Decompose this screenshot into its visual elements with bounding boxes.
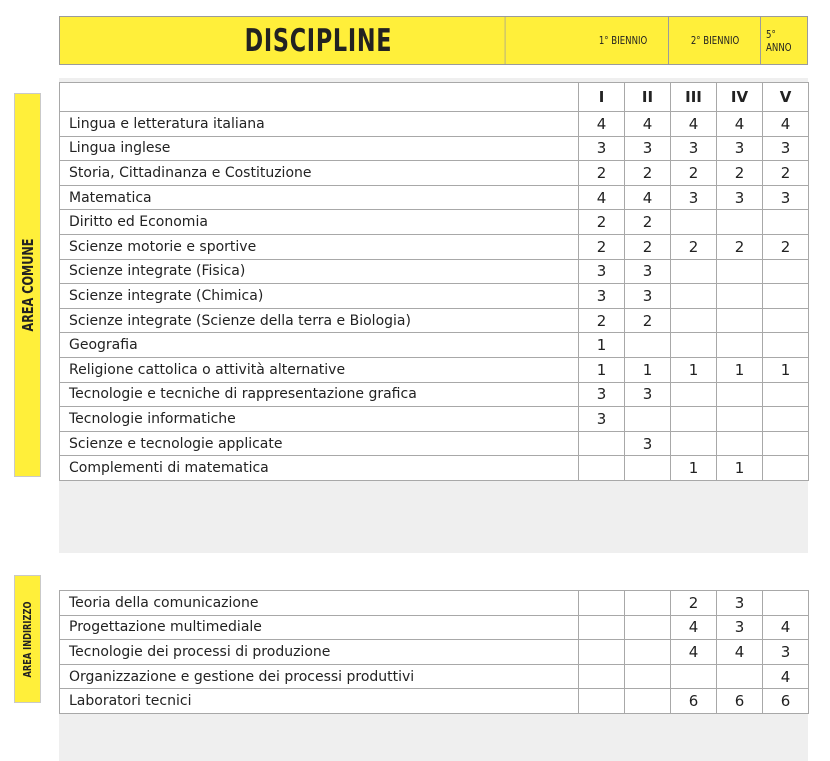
hours-cell <box>717 333 763 358</box>
hours-cell <box>579 431 625 456</box>
hours-cell <box>763 284 809 309</box>
table-row <box>60 210 809 235</box>
hours-cell: 2 <box>717 234 763 259</box>
hours-cell <box>763 210 809 235</box>
hours-cell: 4 <box>671 640 717 665</box>
hours-cell <box>625 615 671 640</box>
hours-cell <box>671 664 717 689</box>
table-row <box>60 407 809 432</box>
subject-name: Tecnologie informatiche <box>60 407 579 432</box>
hours-cell <box>579 615 625 640</box>
hours-cell <box>625 664 671 689</box>
hours-cell <box>579 591 625 616</box>
hours-cell: 1 <box>717 456 763 481</box>
table-row <box>60 382 809 407</box>
table-row <box>60 333 809 358</box>
hours-cell <box>579 456 625 481</box>
hours-cell: 3 <box>579 407 625 432</box>
year-header: V <box>763 83 809 112</box>
subject-name: Lingua e letteratura italiana <box>60 112 579 137</box>
hours-cell <box>625 333 671 358</box>
hours-cell <box>671 431 717 456</box>
subject-name: Tecnologie e tecniche di rappresentazione grafica <box>60 382 579 407</box>
hours-cell <box>625 640 671 665</box>
table-row <box>60 259 809 284</box>
hours-cell <box>579 640 625 665</box>
hours-cell: 4 <box>625 185 671 210</box>
hours-cell: 2 <box>579 308 625 333</box>
hours-cell <box>717 284 763 309</box>
subject-name: Complementi di matematica <box>60 456 579 481</box>
hours-cell: 3 <box>579 284 625 309</box>
hours-cell <box>625 591 671 616</box>
subject-name: Scienze integrate (Fisica) <box>60 259 579 284</box>
table-row <box>60 112 809 137</box>
subject-name: Scienze motorie e sportive <box>60 234 579 259</box>
hours-cell <box>671 259 717 284</box>
header-second-biennium: 2° BIENNIO <box>669 17 761 64</box>
hours-cell: 6 <box>763 689 809 714</box>
hours-cell <box>671 210 717 235</box>
hours-cell: 3 <box>763 136 809 161</box>
hours-cell <box>717 382 763 407</box>
area-comune-label: AREA COMUNE <box>14 93 41 477</box>
hours-cell <box>717 664 763 689</box>
hours-cell: 3 <box>763 640 809 665</box>
subject-name: Laboratori tecnici <box>60 689 579 714</box>
hours-cell: 1 <box>579 357 625 382</box>
hours-cell <box>763 308 809 333</box>
hours-cell <box>671 284 717 309</box>
hours-cell <box>671 382 717 407</box>
hours-cell: 3 <box>717 136 763 161</box>
table-row <box>60 308 809 333</box>
table-row <box>60 284 809 309</box>
hours-cell: 3 <box>625 284 671 309</box>
hours-cell: 2 <box>625 161 671 186</box>
table-row <box>60 234 809 259</box>
hours-cell <box>579 689 625 714</box>
hours-cell: 3 <box>579 259 625 284</box>
subject-name: Matematica <box>60 185 579 210</box>
hours-cell <box>671 407 717 432</box>
table-row <box>60 456 809 481</box>
hours-cell: 1 <box>763 357 809 382</box>
hours-cell <box>625 456 671 481</box>
hours-cell: 3 <box>579 136 625 161</box>
hours-cell: 2 <box>671 234 717 259</box>
hours-cell: 4 <box>763 664 809 689</box>
subject-name: Religione cattolica o attività alternative <box>60 357 579 382</box>
hours-cell <box>763 407 809 432</box>
hours-cell <box>763 333 809 358</box>
hours-cell <box>763 382 809 407</box>
hours-cell: 4 <box>763 112 809 137</box>
hours-cell: 1 <box>671 357 717 382</box>
hours-cell: 1 <box>717 357 763 382</box>
hours-cell: 3 <box>579 382 625 407</box>
hours-cell: 3 <box>763 185 809 210</box>
hours-cell: 4 <box>671 112 717 137</box>
hours-cell: 2 <box>579 161 625 186</box>
subject-name: Progettazione multimediale <box>60 615 579 640</box>
hours-cell: 2 <box>671 591 717 616</box>
hours-cell <box>717 259 763 284</box>
hours-cell: 3 <box>671 185 717 210</box>
hours-cell <box>763 591 809 616</box>
hours-cell: 2 <box>625 308 671 333</box>
table-row <box>60 640 809 665</box>
hours-cell: 4 <box>579 185 625 210</box>
subject-name: Teoria della comunicazione <box>60 591 579 616</box>
subject-name: Lingua inglese <box>60 136 579 161</box>
year-header: I <box>579 83 625 112</box>
hours-cell: 3 <box>625 259 671 284</box>
hours-cell: 1 <box>579 333 625 358</box>
hours-cell: 6 <box>717 689 763 714</box>
hours-cell: 4 <box>717 112 763 137</box>
hours-cell: 4 <box>671 615 717 640</box>
hours-cell: 3 <box>717 185 763 210</box>
hours-cell: 2 <box>671 161 717 186</box>
subject-name: Geografia <box>60 333 579 358</box>
table-row <box>60 591 809 616</box>
page-title: DISCIPLINE <box>132 17 505 64</box>
subject-name: Scienze e tecnologie applicate <box>60 431 579 456</box>
hours-cell: 2 <box>763 161 809 186</box>
hours-cell <box>717 308 763 333</box>
table-header <box>59 16 808 65</box>
table-row <box>60 161 809 186</box>
hours-cell: 6 <box>671 689 717 714</box>
year-header: IV <box>717 83 763 112</box>
hours-cell: 1 <box>625 357 671 382</box>
header-first-biennium: 1° BIENNIO <box>578 17 670 64</box>
hours-cell <box>717 407 763 432</box>
area-comune-table <box>59 82 809 481</box>
table-row <box>60 431 809 456</box>
hours-cell: 3 <box>671 136 717 161</box>
hours-cell <box>763 431 809 456</box>
hours-cell: 3 <box>625 136 671 161</box>
subject-name: Storia, Cittadinanza e Costituzione <box>60 161 579 186</box>
subject-name: Organizzazione e gestione dei processi produttivi <box>60 664 579 689</box>
hours-cell <box>763 456 809 481</box>
year-header: II <box>625 83 671 112</box>
table-row <box>60 357 809 382</box>
hours-cell: 2 <box>579 234 625 259</box>
hours-cell: 2 <box>625 234 671 259</box>
year-header-row <box>60 83 809 112</box>
hours-cell: 3 <box>625 382 671 407</box>
hours-cell: 3 <box>717 615 763 640</box>
subject-name: Scienze integrate (Chimica) <box>60 284 579 309</box>
hours-cell: 4 <box>763 615 809 640</box>
hours-cell: 2 <box>763 234 809 259</box>
hours-cell: 2 <box>579 210 625 235</box>
header-fifth-year: 5° ANNO <box>766 27 792 54</box>
hours-cell: 4 <box>717 640 763 665</box>
hours-cell <box>579 664 625 689</box>
hours-cell <box>763 259 809 284</box>
hours-cell <box>671 333 717 358</box>
subject-name: Scienze integrate (Scienze della terra e Biologia) <box>60 308 579 333</box>
hours-cell: 1 <box>671 456 717 481</box>
subject-name: Tecnologie dei processi di produzione <box>60 640 579 665</box>
area-indirizzo-label: AREA INDIRIZZO <box>14 575 41 703</box>
hours-cell <box>625 689 671 714</box>
area-indirizzo-table <box>59 590 809 714</box>
table-row <box>60 615 809 640</box>
hours-cell <box>625 407 671 432</box>
table-row <box>60 136 809 161</box>
hours-cell: 4 <box>625 112 671 137</box>
hours-cell <box>717 210 763 235</box>
year-header-empty <box>60 83 579 112</box>
hours-cell: 2 <box>717 161 763 186</box>
hours-cell: 3 <box>717 591 763 616</box>
subject-name: Diritto ed Economia <box>60 210 579 235</box>
hours-cell: 3 <box>625 431 671 456</box>
hours-cell: 4 <box>579 112 625 137</box>
hours-cell: 2 <box>625 210 671 235</box>
hours-cell <box>671 308 717 333</box>
hours-cell <box>717 431 763 456</box>
table-row <box>60 689 809 714</box>
year-header: III <box>671 83 717 112</box>
table-row <box>60 664 809 689</box>
table-row <box>60 185 809 210</box>
